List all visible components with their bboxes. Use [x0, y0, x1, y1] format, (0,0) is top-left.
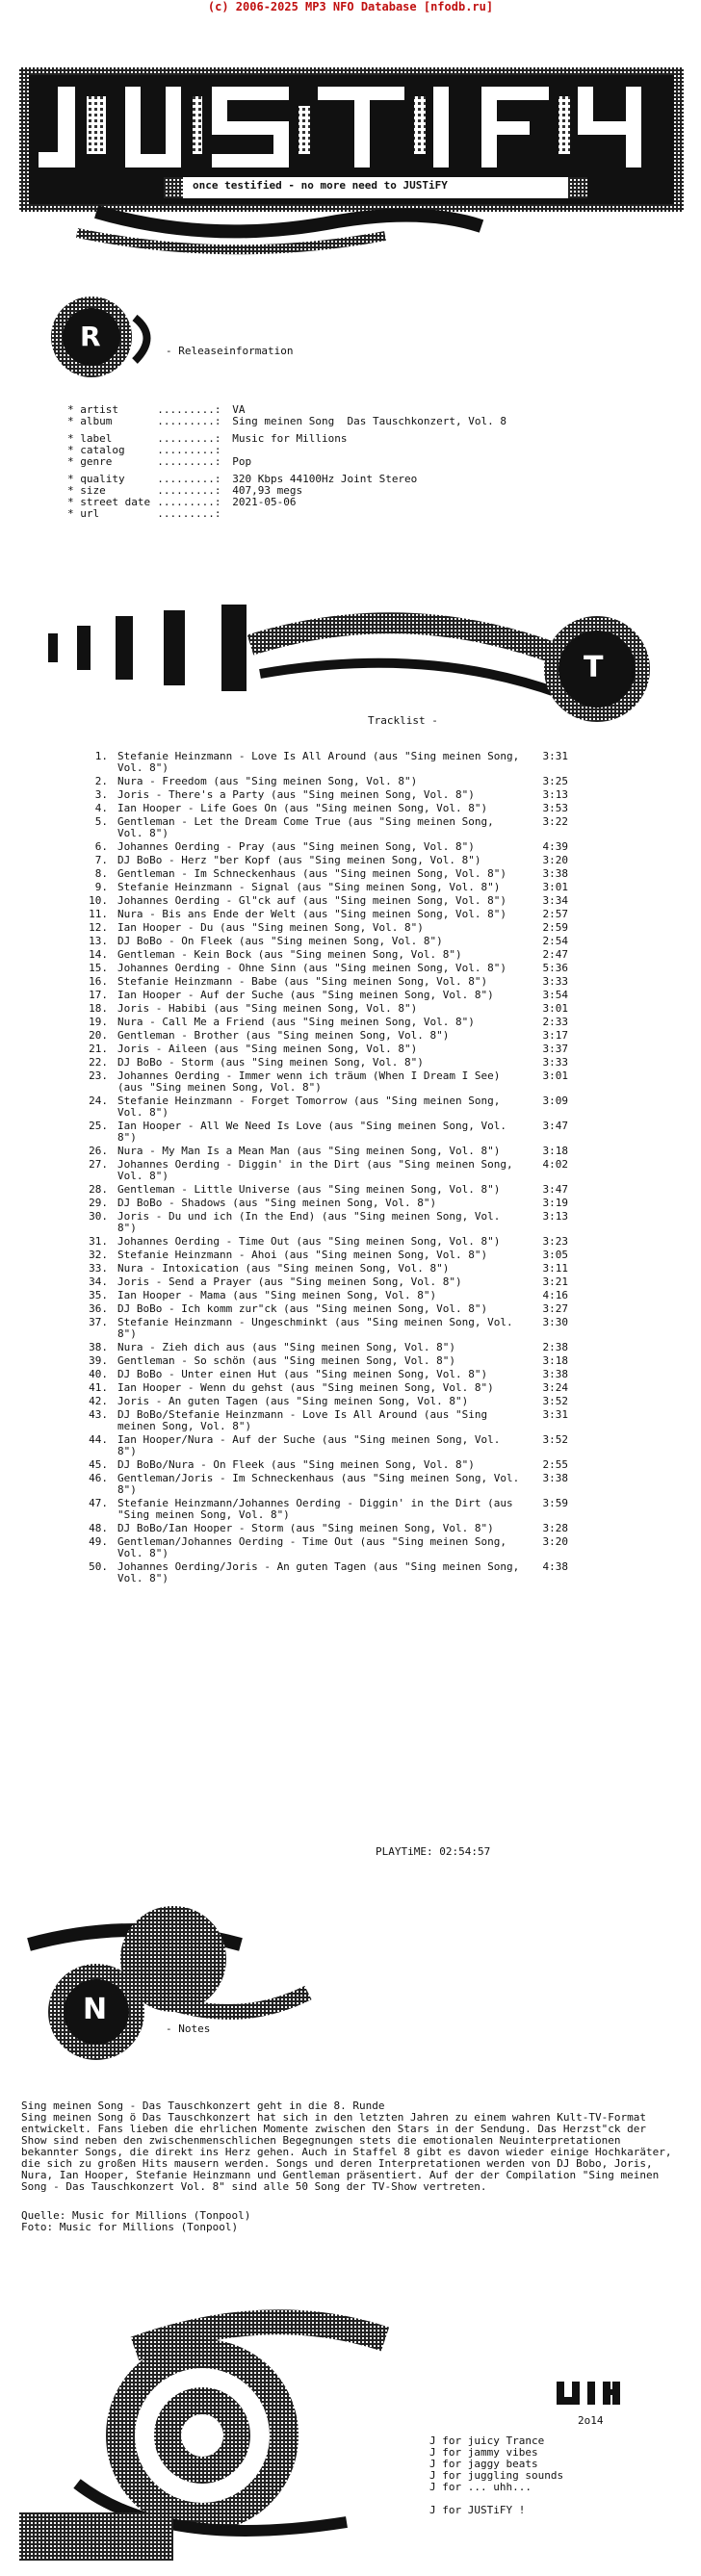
track-number: 38. [89, 1341, 108, 1353]
track-length: 3:23 [542, 1235, 568, 1248]
track-length: 3:33 [542, 1056, 568, 1069]
info-key: quality [80, 473, 125, 485]
track-title: Ian Hooper - Life Goes On (aus "Sing meinen Song, Vol. 8") [117, 802, 488, 814]
track-number: 5. [94, 815, 108, 828]
track-title: Joris - An guten Tagen (aus "Sing meinen Song, Vol. 8") [117, 1395, 469, 1407]
track-length: 3:54 [542, 989, 568, 1001]
track-title: Nura - My Man Is a Mean Man (aus "Sing meinen Song, Vol. 8") [117, 1145, 501, 1157]
track-number: 24. [89, 1095, 108, 1107]
track-length: 3:27 [542, 1302, 568, 1315]
track-title: Ian Hooper - Auf der Suche (aus "Sing meinen Song, Vol. 8") [117, 989, 494, 1001]
track-row [67, 922, 626, 934]
notes-section-title: - Notes [166, 2022, 211, 2035]
track-length: 3:53 [542, 802, 568, 814]
track-title: Ian Hooper - Du (aus "Sing meinen Song, Vol. 8") [117, 921, 424, 934]
track-number: 47. [89, 1497, 108, 1509]
track-title: Johannes Oerding - Pray (aus "Sing meinen Song, Vol. 8") [117, 840, 475, 853]
track-row [67, 816, 626, 839]
track-title: DJ BoBo/Stefanie Heinzmann - Love Is All Around (aus "Sing meinen Song, Vol. 8") [117, 1408, 488, 1432]
track-length: 3:18 [542, 1145, 568, 1157]
info-key: url [80, 507, 100, 520]
track-number: 12. [89, 921, 108, 934]
credits [21, 2210, 250, 2233]
track-length: 3:52 [542, 1433, 568, 1446]
track-row [67, 1396, 626, 1407]
track-row [67, 1536, 626, 1559]
slogan-line: J for jaggy beats [429, 2458, 538, 2470]
slogan-line: J for ... uhh... [429, 2481, 532, 2493]
track-title: Johannes Oerding - Ohne Sinn (aus "Sing meinen Song, Vol. 8") [117, 962, 506, 974]
track-number: 26. [89, 1145, 108, 1157]
track-number: 45. [89, 1458, 108, 1471]
track-length: 3:38 [542, 1472, 568, 1484]
track-length: 3:47 [542, 1120, 568, 1132]
track-row [67, 963, 626, 974]
track-row [67, 1409, 626, 1432]
track-number: 8. [94, 867, 108, 880]
track-title: Stefanie Heinzmann/Johannes Oerding - Diggin' in the Dirt (aus "Sing meinen Song, Vol. 8") [117, 1497, 513, 1521]
track-row [67, 1057, 626, 1069]
track-row [67, 1382, 626, 1394]
track-number: 41. [89, 1381, 108, 1394]
track-length: 3:31 [542, 750, 568, 762]
track-number: 15. [89, 962, 108, 974]
justify-logo [19, 67, 684, 260]
track-title: Joris - Du und ich (In the End) (aus "Sing meinen Song, Vol. 8") [117, 1210, 501, 1234]
track-number: 39. [89, 1354, 108, 1367]
track-title: DJ BoBo/Ian Hooper - Storm (aus "Sing meinen Song, Vol. 8") [117, 1522, 494, 1534]
bullet: * [67, 403, 81, 416]
track-length: 2:47 [542, 948, 568, 961]
track-length: 5:36 [542, 962, 568, 974]
track-title: Gentleman - Little Universe (aus "Sing meinen Song, Vol. 8") [117, 1183, 501, 1196]
notes-emblem [19, 1887, 327, 2079]
track-length: 3:18 [542, 1354, 568, 1367]
release-letter: R [80, 321, 101, 352]
track-length: 4:39 [542, 840, 568, 853]
release-info [67, 404, 506, 520]
info-key: size [80, 484, 106, 497]
track-row [67, 949, 626, 961]
track-row [67, 882, 626, 893]
track-length: 3:17 [542, 1029, 568, 1042]
info-row [67, 508, 506, 520]
bullet: * [67, 484, 81, 497]
track-number: 2. [94, 775, 108, 787]
info-dots: .........: [157, 496, 221, 508]
site-banner: (c) 2006-2025 MP3 NFO Database [nfodb.ru] [207, 0, 494, 13]
track-length: 3:59 [542, 1497, 568, 1509]
track-length: 2:59 [542, 921, 568, 934]
info-key: genre [80, 455, 113, 468]
tracklist-emblem [19, 587, 684, 732]
track-number: 25. [89, 1120, 108, 1132]
track-length: 3:01 [542, 1069, 568, 1082]
track-title: Joris - There's a Party (aus "Sing meinen Song, Vol. 8") [117, 788, 475, 801]
notes-paragraph: Sing meinen Song ö Das Tauschkonzert hat sich in den letzten Jahren zu einem wahren Kult-TV-Format entwickelt. Fans lieben die ehrlichen Momente zwischen den Stars in der Sendung. Das Herzst"ck der Show sind neben den zwischenmenschlichen Begegnungen stets die emotionalen Neuinterpretationen bekannter Songs, die direkt ins Herz gehen. Auch in Staffel 8 gibt es davon wieder einige Hochkaräter, die sich zu großen Hits mausern werden. Songs und deren Interpretationen werden von DJ Bobo, Joris, Nura, Ian Hooper, Stefanie Heinzmann und Gentleman präsentiert. Auf der der Compilation "Sing meinen Song - Das Tauschkonzert Vol. 8" sind alle 50 Song der TV-Show vertreten. [21, 2111, 672, 2193]
logo-tagline: once testified - no more need to JUSTiFY [193, 179, 448, 192]
info-dots: .........: [157, 507, 221, 520]
track-row [67, 936, 626, 947]
footer-art [19, 2291, 443, 2570]
info-key: label [80, 432, 113, 445]
track-title: Stefanie Heinzmann - Ungeschminkt (aus "Sing meinen Song, Vol. 8") [117, 1316, 513, 1340]
bullet: * [67, 415, 81, 427]
info-key: album [80, 415, 113, 427]
track-length: 3:30 [542, 1316, 568, 1328]
slogans [429, 2435, 563, 2516]
bullet: * [67, 455, 81, 468]
info-key: catalog [80, 444, 125, 456]
track-row [67, 1146, 626, 1157]
track-length: 2:33 [542, 1016, 568, 1028]
track-row [67, 976, 626, 988]
info-dots: .........: [157, 484, 221, 497]
track-row [67, 1342, 626, 1353]
track-number: 35. [89, 1289, 108, 1301]
track-length: 3:28 [542, 1522, 568, 1534]
tracklist [67, 751, 626, 1586]
track-row [67, 1030, 626, 1042]
track-row [67, 909, 626, 920]
bullet: * [67, 496, 81, 508]
info-value: 407,93 megs [232, 484, 303, 497]
track-row [67, 1003, 626, 1015]
track-title: Stefanie Heinzmann - Love Is All Around (aus "Sing meinen Song, Vol. 8") [117, 750, 520, 774]
info-dots: .........: [157, 403, 221, 416]
slogan-line: J for JUSTiFY ! [429, 2504, 526, 2516]
track-number: 14. [89, 948, 108, 961]
track-length: 2:38 [542, 1341, 568, 1353]
track-number: 40. [89, 1368, 108, 1380]
track-title: DJ BoBo - Ich komm zur"ck (aus "Sing meinen Song, Vol. 8") [117, 1302, 488, 1315]
track-title: Gentleman/Joris - Im Schneckenhaus (aus "Sing meinen Song, Vol. 8") [117, 1472, 520, 1496]
track-title: Nura - Zieh dich aus (aus "Sing meinen Song, Vol. 8") [117, 1341, 455, 1353]
track-title: Johannes Oerding - Gl"ck auf (aus "Sing meinen Song, Vol. 8") [117, 894, 506, 907]
track-row [67, 1121, 626, 1144]
track-row [67, 1355, 626, 1367]
track-title: Stefanie Heinzmann - Forget Tomorrow (aus "Sing meinen Song, Vol. 8") [117, 1095, 501, 1119]
track-title: DJ BoBo - Shadows (aus "Sing meinen Song, Vol. 8") [117, 1197, 437, 1209]
track-length: 3:34 [542, 894, 568, 907]
tracklist-section-title: Tracklist - [368, 714, 438, 727]
track-row [67, 1276, 626, 1288]
track-number: 13. [89, 935, 108, 947]
track-length: 3:11 [542, 1262, 568, 1275]
info-value: Sing meinen Song Das Tauschkonzert, Vol. 8 [232, 415, 507, 427]
track-row [67, 1198, 626, 1209]
track-title: Joris - Aileen (aus "Sing meinen Song, Vol. 8") [117, 1043, 418, 1055]
track-length: 2:54 [542, 935, 568, 947]
track-number: 27. [89, 1158, 108, 1171]
track-title: DJ BoBo/Nura - On Fleek (aus "Sing meinen Song, Vol. 8") [117, 1458, 475, 1471]
track-title: Johannes Oerding - Time Out (aus "Sing meinen Song, Vol. 8") [117, 1235, 501, 1248]
track-title: Gentleman - So schön (aus "Sing meinen Song, Vol. 8") [117, 1354, 455, 1367]
track-number: 33. [89, 1262, 108, 1275]
track-number: 21. [89, 1043, 108, 1055]
tracklist-letter: T [584, 651, 604, 684]
info-dots: .........: [157, 444, 221, 456]
track-row [67, 1043, 626, 1055]
track-length: 3:38 [542, 1368, 568, 1380]
info-value: 2021-05-06 [232, 496, 297, 508]
release-emblem [48, 289, 164, 385]
track-number: 50. [89, 1560, 108, 1573]
track-number: 23. [89, 1069, 108, 1082]
info-row [67, 456, 506, 468]
track-length: 4:38 [542, 1560, 568, 1573]
track-row [67, 1317, 626, 1340]
track-title: DJ BoBo - Unter einen Hut (aus "Sing meinen Song, Vol. 8") [117, 1368, 488, 1380]
info-row [67, 445, 506, 456]
track-number: 32. [89, 1249, 108, 1261]
track-number: 1. [94, 750, 108, 762]
info-row [67, 416, 506, 427]
info-key: artist [80, 403, 118, 416]
info-dots: .........: [157, 432, 221, 445]
track-length: 2:57 [542, 908, 568, 920]
track-length: 3:01 [542, 881, 568, 893]
track-row [67, 868, 626, 880]
track-title: Johannes Oerding - Immer wenn ich träum (When I Dream I See) (aus "Sing meinen Song, Vol. 8") [117, 1069, 501, 1094]
track-title: Stefanie Heinzmann - Ahoi (aus "Sing meinen Song, Vol. 8") [117, 1249, 488, 1261]
track-length: 3:20 [542, 854, 568, 866]
track-length: 3:19 [542, 1197, 568, 1209]
track-number: 46. [89, 1472, 108, 1484]
track-title: Johannes Oerding/Joris - An guten Tagen (aus "Sing meinen Song, Vol. 8") [117, 1560, 520, 1584]
track-length: 3:22 [542, 815, 568, 828]
track-number: 20. [89, 1029, 108, 1042]
track-row [67, 1249, 626, 1261]
track-row [67, 1498, 626, 1521]
track-number: 11. [89, 908, 108, 920]
track-title: Ian Hooper - All We Need Is Love (aus "Sing meinen Song, Vol. 8") [117, 1120, 506, 1144]
track-number: 28. [89, 1183, 108, 1196]
signature: 2o14 [578, 2414, 604, 2427]
track-row [67, 1263, 626, 1275]
track-number: 42. [89, 1395, 108, 1407]
info-row [67, 433, 506, 445]
track-number: 17. [89, 989, 108, 1001]
track-row [67, 1473, 626, 1496]
track-number: 18. [89, 1002, 108, 1015]
bullet: * [67, 473, 81, 485]
track-title: Gentleman - Let the Dream Come True (aus "Sing meinen Song, Vol. 8") [117, 815, 494, 839]
track-row [67, 1236, 626, 1248]
track-title: Gentleman/Johannes Oerding - Time Out (aus "Sing meinen Song, Vol. 8") [117, 1535, 506, 1559]
info-row [67, 497, 506, 508]
track-row [67, 990, 626, 1001]
track-title: DJ BoBo - On Fleek (aus "Sing meinen Song, Vol. 8") [117, 935, 443, 947]
track-length: 3:31 [542, 1408, 568, 1421]
track-length: 3:24 [542, 1381, 568, 1394]
track-title: Joris - Habibi (aus "Sing meinen Song, Vol. 8") [117, 1002, 418, 1015]
info-dots: .........: [157, 455, 221, 468]
track-number: 30. [89, 1210, 108, 1223]
track-title: Stefanie Heinzmann - Signal (aus "Sing meinen Song, Vol. 8") [117, 881, 501, 893]
track-length: 3:47 [542, 1183, 568, 1196]
playtime: PLAYTiME: 02:54:57 [376, 1845, 491, 1858]
track-length: 3:20 [542, 1535, 568, 1548]
track-length: 2:55 [542, 1458, 568, 1471]
track-row [67, 1561, 626, 1584]
bullet: * [67, 507, 81, 520]
track-title: DJ BoBo - Herz "ber Kopf (aus "Sing meinen Song, Vol. 8") [117, 854, 481, 866]
track-row [67, 895, 626, 907]
slogan-line: J for juicy Trance [429, 2434, 545, 2447]
track-row [67, 855, 626, 866]
track-row [67, 803, 626, 814]
track-title: Gentleman - Im Schneckenhaus (aus "Sing meinen Song, Vol. 8") [117, 867, 506, 880]
bullet: * [67, 444, 81, 456]
signature-art [549, 2378, 626, 2416]
track-row [67, 1369, 626, 1380]
track-title: Nura - Call Me a Friend (aus "Sing meinen Song, Vol. 8") [117, 1016, 475, 1028]
track-number: 48. [89, 1522, 108, 1534]
track-row [67, 1211, 626, 1234]
track-number: 49. [89, 1535, 108, 1548]
track-length: 3:09 [542, 1095, 568, 1107]
track-number: 6. [94, 840, 108, 853]
track-number: 10. [89, 894, 108, 907]
track-number: 29. [89, 1197, 108, 1209]
credit-photo: Foto: Music for Millions (Tonpool) [21, 2221, 239, 2233]
track-number: 7. [94, 854, 108, 866]
track-row [67, 1070, 626, 1094]
track-number: 34. [89, 1275, 108, 1288]
track-title: Joris - Send a Prayer (aus "Sing meinen Song, Vol. 8") [117, 1275, 462, 1288]
track-row [67, 1303, 626, 1315]
track-number: 9. [94, 881, 108, 893]
track-length: 3:25 [542, 775, 568, 787]
track-length: 3:21 [542, 1275, 568, 1288]
track-number: 3. [94, 788, 108, 801]
track-title: Gentleman - Brother (aus "Sing meinen Song, Vol. 8") [117, 1029, 450, 1042]
track-number: 43. [89, 1408, 108, 1421]
track-title: Stefanie Heinzmann - Babe (aus "Sing meinen Song, Vol. 8") [117, 975, 488, 988]
track-number: 44. [89, 1433, 108, 1446]
info-value: 320 Kbps 44100Hz Joint Stereo [232, 473, 418, 485]
notes-text [21, 2100, 676, 2193]
track-length: 3:01 [542, 1002, 568, 1015]
notes-line: Sing meinen Song - Das Tauschkonzert geht in die 8. Runde [21, 2099, 385, 2112]
notes-letter: N [83, 1993, 108, 2026]
info-dots: .........: [157, 473, 221, 485]
track-title: Nura - Freedom (aus "Sing meinen Song, Vol. 8") [117, 775, 418, 787]
info-key: street date [80, 496, 151, 508]
track-row [67, 1159, 626, 1182]
track-number: 22. [89, 1056, 108, 1069]
info-value: VA [232, 403, 246, 416]
track-length: 4:02 [542, 1158, 568, 1171]
track-title: Ian Hooper - Mama (aus "Sing meinen Song, Vol. 8") [117, 1289, 437, 1301]
track-length: 4:16 [542, 1289, 568, 1301]
track-length: 3:38 [542, 867, 568, 880]
bullet: * [67, 432, 81, 445]
release-section-title: - Releaseinformation [166, 345, 294, 357]
track-length: 3:13 [542, 1210, 568, 1223]
track-length: 3:05 [542, 1249, 568, 1261]
track-length: 3:13 [542, 788, 568, 801]
track-row [67, 751, 626, 774]
track-row [67, 789, 626, 801]
track-length: 3:37 [542, 1043, 568, 1055]
track-row [67, 1184, 626, 1196]
credit-source: Quelle: Music for Millions (Tonpool) [21, 2209, 251, 2222]
track-row [67, 1290, 626, 1301]
track-row [67, 841, 626, 853]
track-length: 3:52 [542, 1395, 568, 1407]
track-row [67, 1095, 626, 1119]
info-value: Music for Millions [232, 432, 348, 445]
track-number: 4. [94, 802, 108, 814]
track-number: 16. [89, 975, 108, 988]
track-row [67, 1459, 626, 1471]
slogan-line: J for jammy vibes [429, 2446, 538, 2459]
track-title: Johannes Oerding - Diggin' in the Dirt (aus "Sing meinen Song, Vol. 8") [117, 1158, 513, 1182]
track-length: 3:33 [542, 975, 568, 988]
info-value: Pop [232, 455, 252, 468]
track-title: Ian Hooper/Nura - Auf der Suche (aus "Sing meinen Song, Vol. 8") [117, 1433, 501, 1457]
track-row [67, 1434, 626, 1457]
track-title: Nura - Bis ans Ende der Welt (aus "Sing meinen Song, Vol. 8") [117, 908, 506, 920]
track-number: 31. [89, 1235, 108, 1248]
track-title: Ian Hooper - Wenn du gehst (aus "Sing meinen Song, Vol. 8") [117, 1381, 494, 1394]
track-number: 19. [89, 1016, 108, 1028]
track-row [67, 1523, 626, 1534]
slogan-line: J for juggling sounds [429, 2469, 564, 2482]
track-number: 36. [89, 1302, 108, 1315]
track-row [67, 1017, 626, 1028]
track-number: 37. [89, 1316, 108, 1328]
track-title: Nura - Intoxication (aus "Sing meinen Song, Vol. 8") [117, 1262, 450, 1275]
track-row [67, 776, 626, 787]
track-title: Gentleman - Kein Bock (aus "Sing meinen Song, Vol. 8") [117, 948, 462, 961]
info-dots: .........: [157, 415, 221, 427]
track-title: DJ BoBo - Storm (aus "Sing meinen Song, Vol. 8") [117, 1056, 424, 1069]
